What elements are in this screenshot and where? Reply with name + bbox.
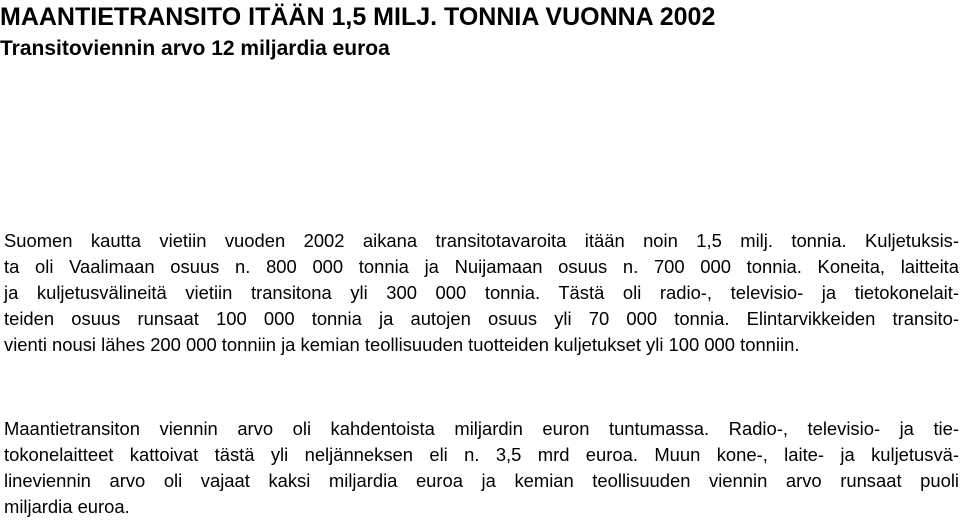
paragraph-transit-volume bbox=[4, 228, 959, 358]
text-line: lineviennin arvo oli vajaat kaksi miljardia euroa ja kemian teollisuuden viennin arvo runsaat puoli bbox=[4, 470, 959, 491]
page-subtitle: Transitoviennin arvo 12 miljardia euroa bbox=[0, 37, 390, 60]
page-title: MAANTIETRANSITO ITÄÄN 1,5 MILJ. TONNIA VUONNA 2002 bbox=[0, 3, 716, 31]
text-line: miljardia euroa. bbox=[4, 496, 130, 517]
text-line: ta oli Vaalimaan osuus n. 800 000 tonnia ja Nuijamaan osuus n. 700 000 tonnia. Koneita, laitteita bbox=[4, 256, 959, 277]
text-line: Suomen kautta vietiin vuoden 2002 aikana transitotavaroita itään noin 1,5 milj. tonnia. Kuljetuksis- bbox=[4, 230, 959, 251]
text-line: vienti nousi lähes 200 000 tonniin ja kemian teollisuuden tuotteiden kuljetukset yli 100 000 tonniin. bbox=[4, 334, 800, 355]
paragraph-transit-value bbox=[4, 416, 959, 520]
text-line: ja kuljetusvälineitä vietiin transitona yli 300 000 tonnia. Tästä oli radio-, televisio- ja tietokonelait- bbox=[4, 282, 959, 303]
text-line: tokonelaitteet kattoivat tästä yli neljänneksen eli n. 3,5 mrd euroa. Muun kone-, laite- ja kuljetusvä- bbox=[4, 444, 959, 465]
text-line: Maantietransiton viennin arvo oli kahdentoista miljardin euron tuntumassa. Radio-, televisio- ja tie- bbox=[4, 418, 959, 439]
text-line: teiden osuus runsaat 100 000 tonnia ja autojen osuus yli 70 000 tonnia. Elintarvikkeiden transito- bbox=[4, 308, 959, 329]
